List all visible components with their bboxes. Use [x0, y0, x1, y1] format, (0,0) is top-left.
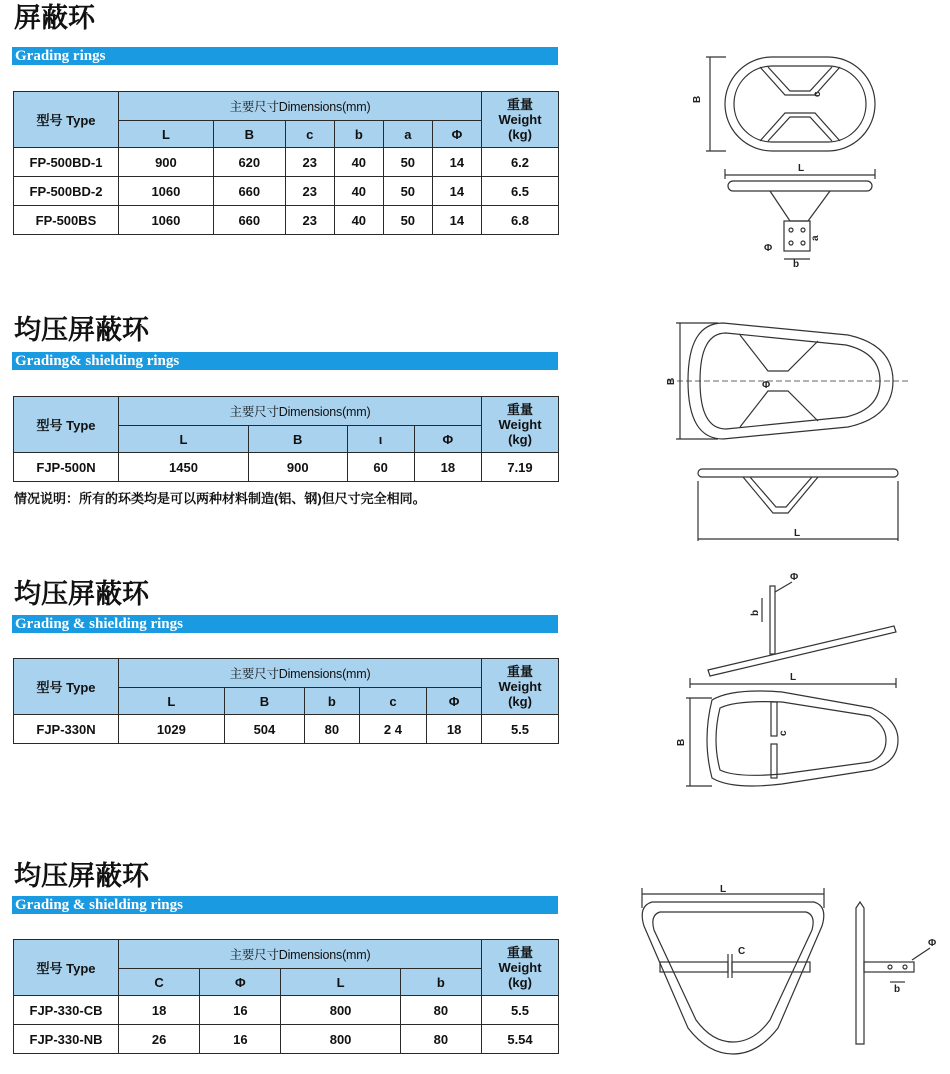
- table-row: [14, 715, 559, 744]
- section-title: 屏蔽环: [14, 3, 95, 34]
- spec-table: [13, 396, 559, 482]
- dim-label-C: C: [738, 946, 746, 957]
- dim-label-phi: Φ: [790, 572, 799, 583]
- weight-cn: 重量: [506, 664, 533, 679]
- col-header: c: [359, 688, 426, 715]
- value-cell: 1029: [119, 715, 225, 744]
- dim-label-c: c: [812, 91, 823, 97]
- value-cell: 660: [213, 206, 285, 235]
- subtitle-bar: [12, 47, 558, 65]
- weight-cn: 重量: [506, 945, 533, 960]
- weight-header: [482, 659, 559, 715]
- subtitle-bar: [12, 352, 558, 370]
- value-cell: 50: [383, 206, 432, 235]
- material-note: 情况说明：所有的环类均是可以两种材料制造(铝、钢)但尺寸完全相同。: [14, 491, 426, 506]
- weight-cn: 重量: [506, 97, 533, 112]
- dim-label-L: L: [794, 528, 801, 539]
- value-cell: 80: [305, 715, 360, 744]
- value-cell: 16: [200, 996, 281, 1025]
- model-header: 型号 Type: [14, 92, 119, 148]
- col-header: b: [400, 969, 481, 996]
- weight-cell: 6.5: [482, 177, 559, 206]
- table-row: [14, 996, 559, 1025]
- col-header: b: [305, 688, 360, 715]
- spec-table: [13, 939, 559, 1054]
- section-title: 均压屏蔽环: [14, 861, 149, 892]
- model-header: 型号 Type: [14, 940, 119, 996]
- col-header: L: [281, 969, 400, 996]
- value-cell: 40: [334, 206, 383, 235]
- weight-unit: (kg): [508, 694, 532, 709]
- col-header: Φ: [432, 121, 481, 148]
- grading-shielding-ring-330-drawing: [672, 568, 912, 798]
- weight-cell: 5.54: [482, 1025, 559, 1054]
- weight-cell: 6.8: [482, 206, 559, 235]
- section-subtitle: Grading & shielding rings: [15, 616, 183, 632]
- table-row: [14, 1025, 559, 1054]
- dim-label-phi: Φ: [928, 938, 937, 949]
- value-cell: 60: [347, 453, 414, 482]
- value-cell: 26: [119, 1025, 200, 1054]
- value-cell: 1450: [119, 453, 249, 482]
- value-cell: 23: [285, 206, 334, 235]
- col-header: L: [119, 121, 214, 148]
- weight-en: Weight: [498, 960, 542, 975]
- col-header: Φ: [427, 688, 482, 715]
- value-cell: 50: [383, 177, 432, 206]
- weight-header: [482, 397, 559, 453]
- col-header: c: [285, 121, 334, 148]
- section-subtitle: Grading rings: [15, 48, 106, 64]
- col-header: B: [213, 121, 285, 148]
- dimensions-header: 主要尺寸Dimensions(mm): [119, 397, 482, 426]
- weight-header: [482, 940, 559, 996]
- spec-table: [13, 91, 559, 235]
- model-cell: FP-500BD-1: [14, 148, 119, 177]
- dim-label-L: L: [790, 672, 797, 683]
- col-header: B: [248, 426, 347, 453]
- dimensions-header: 主要尺寸Dimensions(mm): [119, 659, 482, 688]
- col-header: a: [383, 121, 432, 148]
- model-cell: FJP-330N: [14, 715, 119, 744]
- col-header: ι: [347, 426, 414, 453]
- weight-en: Weight: [498, 417, 542, 432]
- grading-ring-drawing: [690, 45, 930, 270]
- weight-cell: 5.5: [482, 996, 559, 1025]
- model-header: 型号 Type: [14, 659, 119, 715]
- section-title: 均压屏蔽环: [14, 579, 149, 610]
- value-cell: 23: [285, 177, 334, 206]
- model-header: 型号 Type: [14, 397, 119, 453]
- model-cell: FP-500BS: [14, 206, 119, 235]
- value-cell: 14: [432, 177, 481, 206]
- section-subtitle: Grading& shielding rings: [15, 353, 180, 369]
- weight-cell: 5.5: [482, 715, 559, 744]
- dim-label-b: b: [793, 259, 800, 270]
- spec-table: [13, 658, 559, 744]
- table-row: [14, 148, 559, 177]
- value-cell: 2 4: [359, 715, 426, 744]
- weight-unit: (kg): [508, 432, 532, 447]
- table-row: [14, 177, 559, 206]
- section-title: 均压屏蔽环: [14, 315, 149, 346]
- weight-en: Weight: [498, 679, 542, 694]
- dimensions-header: 主要尺寸Dimensions(mm): [119, 92, 482, 121]
- table-row: [14, 206, 559, 235]
- dim-label-L: L: [720, 884, 727, 895]
- table-row: [14, 453, 559, 482]
- value-cell: 660: [213, 177, 285, 206]
- dim-label-c: c: [778, 730, 789, 736]
- weight-en: Weight: [498, 112, 542, 127]
- dimensions-header: 主要尺寸Dimensions(mm): [119, 940, 482, 969]
- col-header: Φ: [414, 426, 481, 453]
- value-cell: 14: [432, 206, 481, 235]
- weight-cn: 重量: [506, 402, 533, 417]
- value-cell: 40: [334, 148, 383, 177]
- col-header: b: [334, 121, 383, 148]
- subtitle-bar: [12, 896, 558, 914]
- value-cell: 18: [414, 453, 481, 482]
- section-subtitle: Grading & shielding rings: [15, 897, 183, 913]
- col-header: Φ: [200, 969, 281, 996]
- dim-label-B: B: [676, 738, 687, 746]
- dim-label-b: b: [750, 609, 761, 616]
- value-cell: 16: [200, 1025, 281, 1054]
- value-cell: 14: [432, 148, 481, 177]
- model-cell: FP-500BD-2: [14, 177, 119, 206]
- weight-unit: (kg): [508, 127, 532, 142]
- weight-unit: (kg): [508, 975, 532, 990]
- model-cell: FJP-330-NB: [14, 1025, 119, 1054]
- dim-label-phi: Φ: [762, 380, 771, 391]
- col-header: B: [224, 688, 304, 715]
- col-header: C: [119, 969, 200, 996]
- col-header: L: [119, 688, 225, 715]
- model-cell: FJP-330-CB: [14, 996, 119, 1025]
- value-cell: 900: [248, 453, 347, 482]
- value-cell: 50: [383, 148, 432, 177]
- subtitle-bar: [12, 615, 558, 633]
- value-cell: 18: [119, 996, 200, 1025]
- weight-header: [482, 92, 559, 148]
- value-cell: 504: [224, 715, 304, 744]
- value-cell: 1060: [119, 206, 214, 235]
- value-cell: 900: [119, 148, 214, 177]
- col-header: L: [119, 426, 249, 453]
- dim-label-B: B: [666, 377, 677, 385]
- value-cell: 80: [400, 996, 481, 1025]
- value-cell: 800: [281, 1025, 400, 1054]
- weight-cell: 7.19: [482, 453, 559, 482]
- value-cell: 1060: [119, 177, 214, 206]
- dim-label-a: a: [810, 235, 821, 241]
- value-cell: 800: [281, 996, 400, 1025]
- value-cell: 18: [427, 715, 482, 744]
- value-cell: 620: [213, 148, 285, 177]
- value-cell: 23: [285, 148, 334, 177]
- grading-shielding-ring-500-drawing: [668, 315, 908, 540]
- dim-label-phi: Φ: [764, 243, 773, 254]
- weight-cell: 6.2: [482, 148, 559, 177]
- grading-shielding-ring-330-cb-drawing: [628, 882, 944, 1062]
- dim-label-L: L: [798, 163, 805, 174]
- value-cell: 40: [334, 177, 383, 206]
- value-cell: 80: [400, 1025, 481, 1054]
- dim-label-b: b: [894, 984, 901, 995]
- dim-label-B: B: [692, 95, 703, 103]
- model-cell: FJP-500N: [14, 453, 119, 482]
